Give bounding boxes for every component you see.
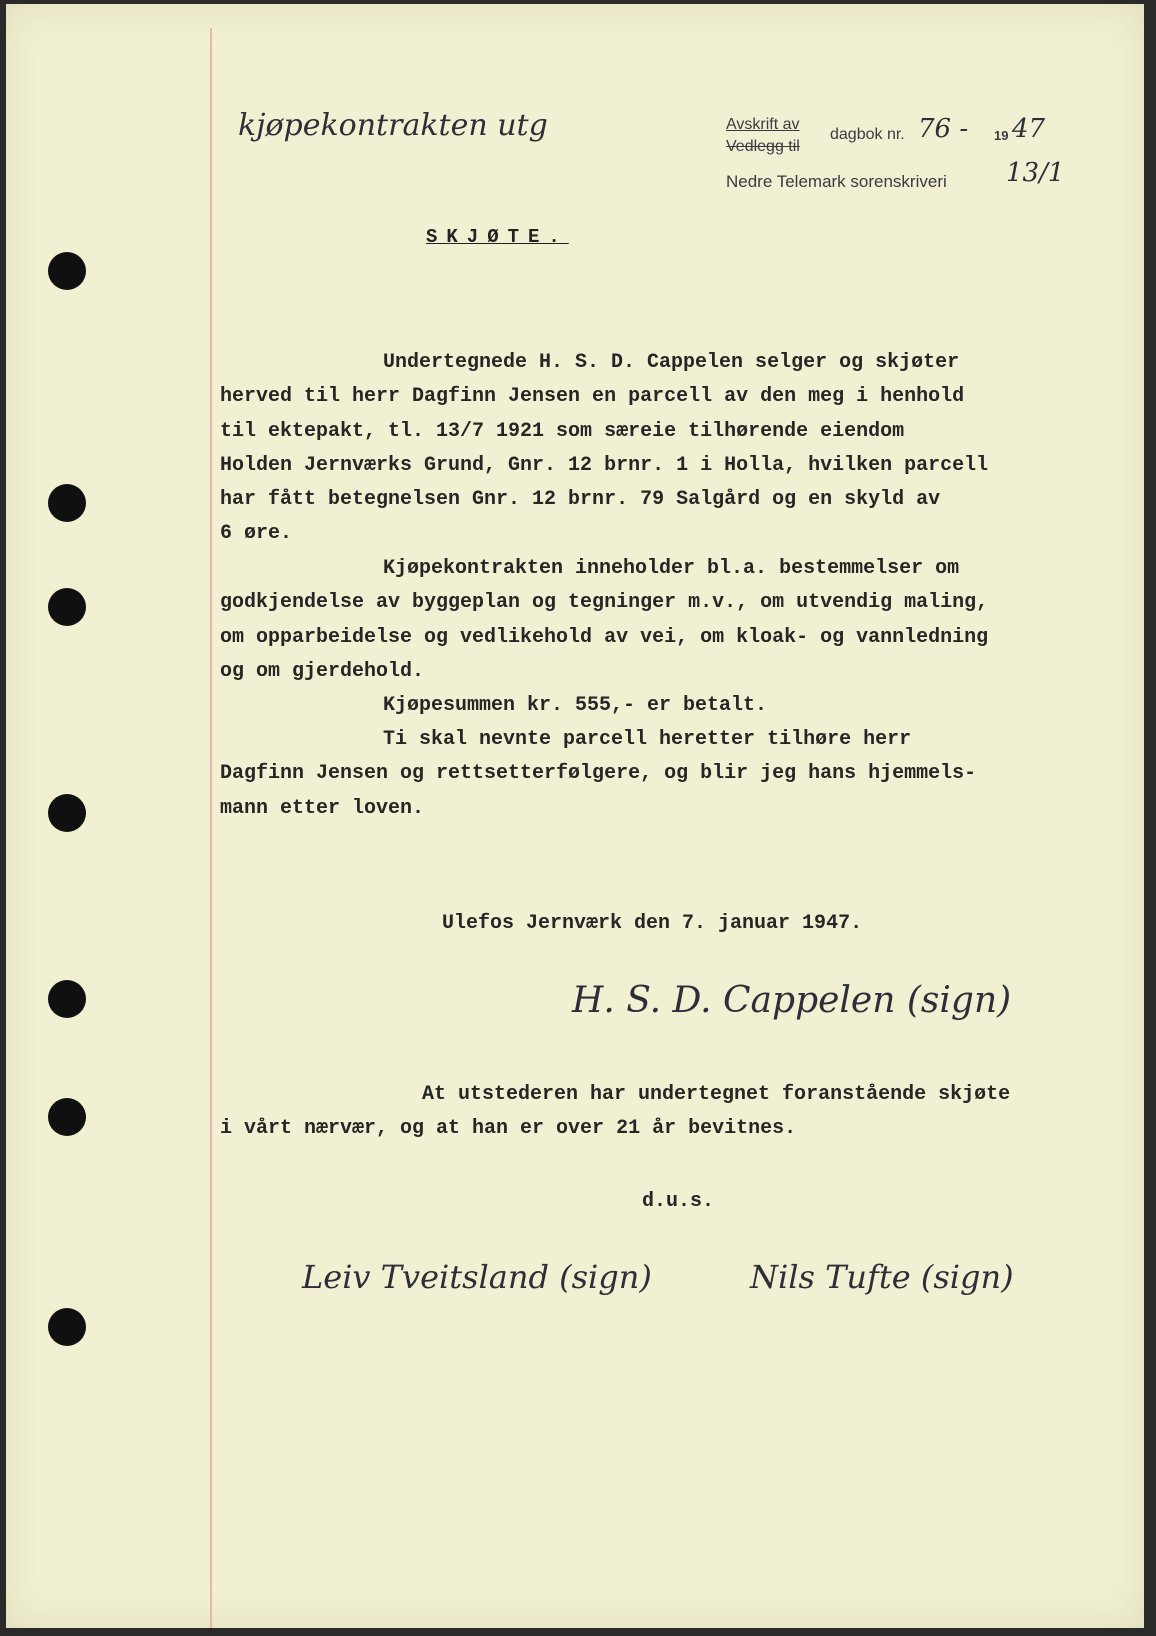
text-line: Ti skal nevnte parcell heretter tilhøre herr [383, 728, 912, 751]
punch-hole [48, 1308, 86, 1346]
text-line: har fått betegnelsen Gnr. 12 brnr. 79 Salgård og en skyld av [220, 488, 941, 512]
text-line: godkjendelse av byggeplan og tegninger m.v., om utvendig maling, [220, 591, 989, 615]
stamp-office: Nedre Telemark sorenskriveri [726, 172, 947, 191]
witness-statement [220, 1078, 1120, 1147]
text-line: til ektepakt, tl. 13/7 1921 som særeie tilhørende eiendom [220, 419, 905, 443]
punch-hole [48, 1098, 86, 1136]
paragraph-4 [220, 723, 1120, 826]
text-line: Undertegnede H. S. D. Cappelen selger og skjøter [383, 351, 960, 374]
witness1-signature: Leiv Tveitsland (sign) [302, 1258, 652, 1296]
paragraph-2 [220, 552, 1120, 689]
stamp-avskrift: Avskrift av [726, 116, 800, 133]
handwritten-note: kjøpekontrakten utg [238, 108, 548, 143]
paragraph-3 [220, 689, 1120, 723]
seller-signature: H. S. D. Cappelen (sign) [572, 980, 1012, 1021]
place-date: Ulefos Jernværk den 7. januar 1947. [442, 912, 863, 935]
stamp-dagbok: dagbok nr. [830, 126, 905, 143]
document-title: SKJØTE. [426, 226, 569, 248]
stamp-year-prefix: 19 [994, 128, 1009, 143]
punch-hole [48, 588, 86, 626]
stamp-year-suffix: 47 [1012, 114, 1046, 144]
punch-hole [48, 794, 86, 832]
text-line: Kjøpekontrakten inneholder bl.a. bestemmelser om [383, 557, 960, 580]
text-line: herved til herr Dagfinn Jensen en parcell av den meg i henhold [220, 385, 965, 409]
text-line: om opparbeidelse og vedlikehold av vei, om kloak- og vannledning [220, 625, 989, 649]
text-line: Holden Jernværks Grund, Gnr. 12 brnr. 1 i Holla, hvilken parcell [220, 453, 989, 477]
text-line: At utstederen har undertegnet foranstående skjøte [422, 1083, 1011, 1106]
text-line: og om gjerdehold. [220, 659, 425, 683]
punch-hole [48, 980, 86, 1018]
text-line: i vårt nærvær, og at han er over 21 år bevitnes. [220, 1117, 797, 1141]
stamp-date: 13/1 [1006, 158, 1065, 188]
punch-hole [48, 252, 86, 290]
document-page [6, 4, 1144, 1628]
dus: d.u.s. [642, 1190, 715, 1213]
text-line: mann etter loven. [220, 796, 425, 820]
paragraph-1 [220, 346, 1120, 552]
text-line: 6 øre. [220, 522, 293, 546]
text-line: Kjøpesummen kr. 555,- er betalt. [383, 694, 768, 717]
stamp-number: 76 - [918, 114, 969, 144]
witness2-signature: Nils Tufte (sign) [750, 1258, 1014, 1296]
text-line: Dagfinn Jensen og rettsetterfølgere, og blir jeg hans hjemmels- [220, 762, 977, 786]
margin-line [210, 28, 212, 1628]
punch-hole [48, 484, 86, 522]
stamp-vedlegg: Vedlegg til [726, 138, 800, 155]
